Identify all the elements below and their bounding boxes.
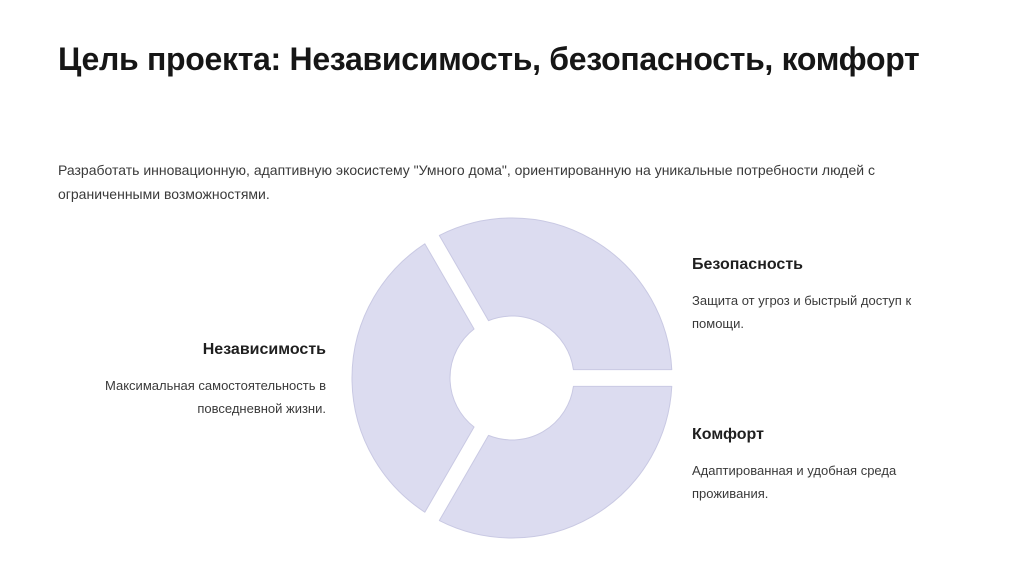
page-title: Цель проекта: Независимость, безопасность, комфорт bbox=[58, 41, 920, 77]
safety-description: Защита от угроз и быстрый доступ к помощи. bbox=[692, 293, 912, 331]
comfort-description: Адаптированная и удобная среда проживания. bbox=[692, 463, 897, 501]
safety-block bbox=[692, 255, 962, 335]
ring-diagram-svg bbox=[350, 216, 674, 540]
comfort-heading: Комфорт bbox=[692, 426, 764, 443]
independence-heading: Независимость bbox=[202, 341, 326, 358]
independence-description: Максимальная самостоятельность в повседневной жизни. bbox=[105, 378, 326, 416]
ring-segment-comfort bbox=[439, 386, 671, 538]
intro-text: Разработать инновационную, адаптивную экосистему "Умного дома", ориентированную на уникальные потребности людей с ограниченными возможностями. bbox=[58, 162, 875, 202]
comfort-block bbox=[692, 425, 962, 505]
safety-heading: Безопасность bbox=[692, 256, 803, 273]
ring-segment-independence bbox=[352, 244, 474, 512]
ring-segment-safety bbox=[439, 218, 671, 370]
independence-block bbox=[58, 340, 326, 420]
ring-diagram bbox=[350, 216, 674, 540]
